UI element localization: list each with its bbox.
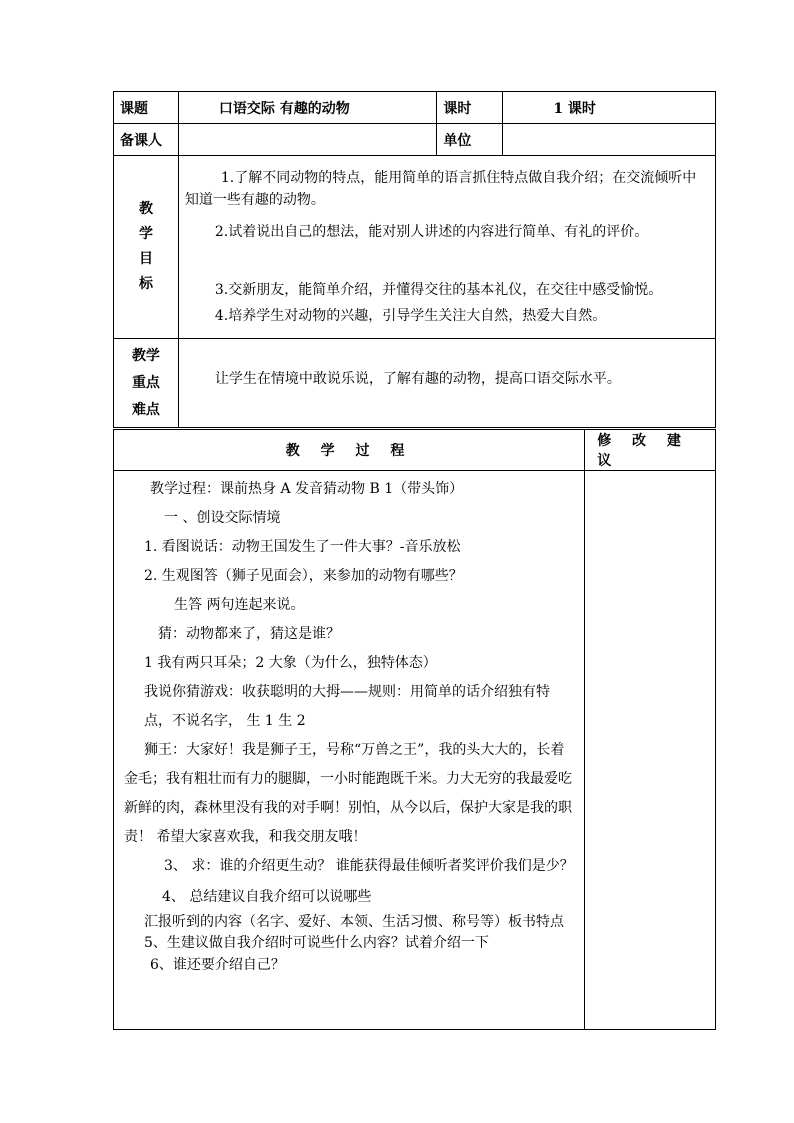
suggestion-content	[585, 471, 716, 1030]
process-line: 1. 看图说话：动物王国发生了一件大事？-音乐放松	[144, 539, 461, 555]
goals-label-char: 标	[138, 276, 153, 292]
process-header: 教 学 过 程	[114, 430, 585, 471]
goal-item: 1.了解不同动物的特点，能用简单的语言抓住特点做自我介绍；在交流倾听中知道一些有趣的动物。	[184, 170, 697, 208]
key-points-label-line: 重点	[131, 374, 160, 391]
key-points-row	[114, 339, 716, 428]
teaching-process-table	[113, 429, 716, 1030]
key-points-label-line: 难点	[131, 401, 160, 418]
goal-item: 4.培养学生对动物的兴趣，引导学生关注大自然，热爱大自然。	[214, 308, 607, 324]
process-header-row	[114, 430, 716, 471]
process-body-row	[114, 471, 716, 1030]
unit-label: 单位	[437, 124, 503, 156]
process-line: 5、生建议做自我介绍时可说些什么内容？试着介绍一下	[144, 935, 489, 951]
topic-label: 课题	[114, 92, 179, 124]
lesson-info-table	[113, 91, 716, 428]
process-line: 2. 生观图答（狮子见面会），来参加的动物有哪些？	[144, 568, 463, 584]
process-content	[114, 471, 585, 1030]
key-points-label	[114, 339, 179, 428]
goal-item: 2.试着说出自己的想法，能对别人讲述的内容进行简单、有礼的评价。	[214, 224, 649, 240]
preparer-row	[114, 124, 716, 156]
goals-content	[178, 156, 715, 339]
preparer-label: 备课人	[114, 124, 179, 156]
process-line: 3、 求：谁的介绍更生动？ 谁能获得最佳倾听者奖评价我们是少？	[164, 858, 574, 874]
process-line: 生答 两句连起来说。	[174, 597, 305, 613]
key-points-label-line: 教学	[131, 347, 160, 364]
process-line: 4、 总结建议自我介绍可以说哪些	[162, 889, 372, 905]
key-points-content: 让学生在情境中敢说乐说，了解有趣的动物，提高口语交际水平。	[178, 339, 715, 428]
goals-label-char: 目	[138, 251, 153, 267]
process-line: 狮王：大家好！我是狮子王，号称“万兽之王”，我的头大大的，长着金毛；我有粗壮而有力的腿脚，一小时能跑既千米。力大无穷的我最爱吃新鲜的肉，森林里没有我的对手啊！别怕，从今以后，保护大家是我的职责！ 希望大家喜欢我，和我交朋友哦！	[124, 742, 572, 845]
topic-value: 口语交际 有趣的动物	[178, 92, 437, 124]
process-line: 教学过程：课前热身 A 发音猜动物 B 1（带头饰）	[150, 481, 464, 497]
process-line: 一 、创设交际情境	[164, 510, 281, 526]
process-line: 我说你猜游戏：收获聪明的大拇——规则：用简单的话介绍独有特点，不说名字， 生 1 生 2	[144, 684, 550, 729]
period-label: 课时	[437, 92, 503, 124]
unit-value	[503, 124, 716, 156]
goals-label-char: 学	[138, 226, 153, 242]
suggestion-header: 修 改 建 议	[585, 430, 716, 471]
process-line: 1 我有两只耳朵；2 大象（为什么，独特体态）	[144, 655, 437, 671]
process-line: 6、谁还要介绍自己？	[150, 957, 285, 973]
goals-row	[114, 156, 716, 339]
topic-row	[114, 92, 716, 124]
process-line: 猜：动物都来了，猜这是谁？	[158, 626, 340, 642]
period-value: 1 课时	[503, 92, 716, 124]
goals-label	[114, 156, 179, 339]
goals-label-char: 教	[138, 201, 153, 217]
goal-item: 3.交新朋友，能简单介绍，并懂得交往的基本礼仪，在交往中感受愉悦。	[214, 282, 663, 298]
preparer-value	[178, 124, 437, 156]
process-line: 汇报听到的内容（名字、爱好、本领、生活习惯、称号等）板书特点	[144, 914, 564, 930]
